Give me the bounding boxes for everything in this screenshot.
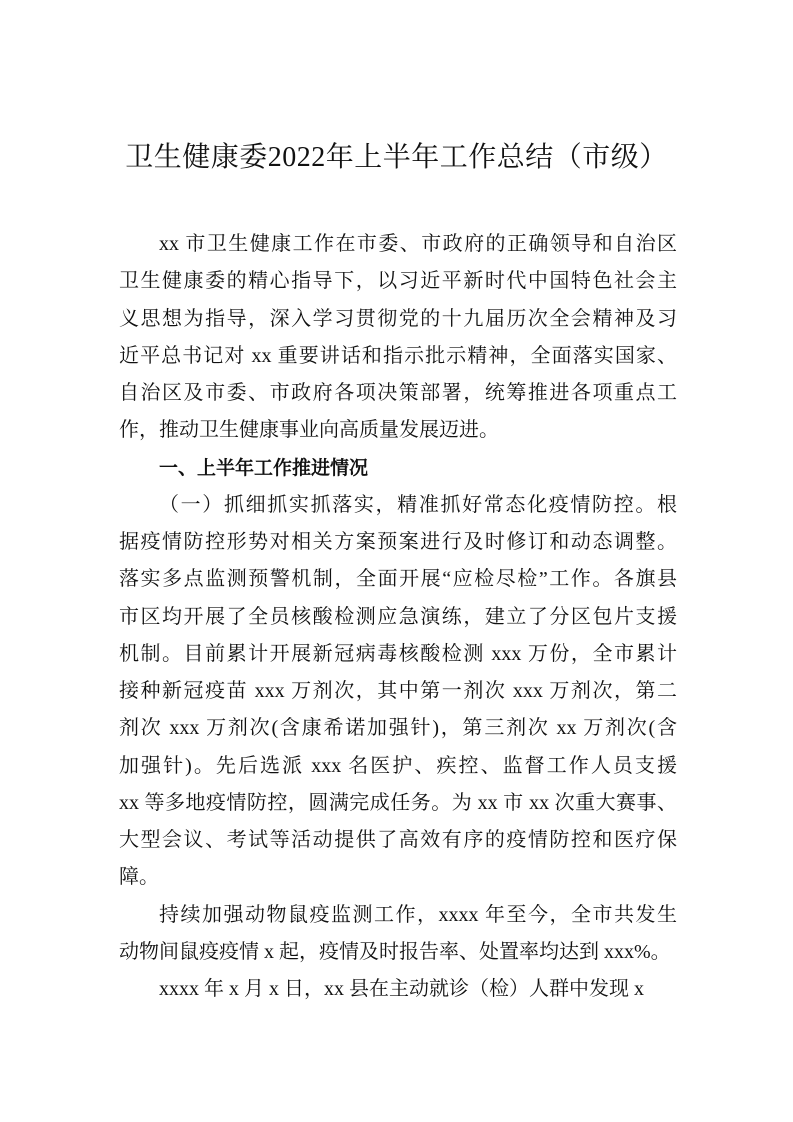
paragraph-line: 动物间鼠疫疫情 x 起，疫情及时报告率、处置率均达到 xxx%。 (119, 940, 671, 963)
paragraph-line: 据疫情防控形势对相关方案预案进行及时修订和动态调整。 (119, 531, 677, 553)
paragraph-line: 市区均开展了全员核酸检测应急演练，建立了分区包片支援 (119, 605, 677, 628)
paragraph-line: （一）抓细抓实抓落实，精准抓好常态化疫情防控。根 (159, 493, 677, 516)
paragraph-line: 接种新冠疫苗 xxx 万剂次，其中第一剂次 xxx 万剂次，第二 (119, 680, 677, 702)
paragraph-line: xxxx 年 x 月 x 日，xx 县在主动就诊（检）人群中发现 x (159, 978, 644, 1000)
document-title: 卫生健康委2022年上半年工作总结（市级） (125, 142, 668, 173)
paragraph-line: 自治区及市委、市政府各项决策部署，统筹推进各项重点工 (119, 382, 677, 404)
paragraph-line: 障。 (119, 866, 159, 889)
paragraph-line: xx 市卫生健康工作在市委、市政府的正确领导和自治区 (159, 233, 677, 255)
paragraph-line: 义思想为指导，深入学习贯彻党的十九届历次全会精神及习 (119, 307, 677, 330)
paragraph-line: xx 等多地疫情防控，圆满完成任务。为 xx 市 xx 次重大赛事、 (119, 791, 677, 814)
section-heading: 一、上半年工作推进情况 (159, 456, 369, 479)
paragraph-line: 卫生健康委的精心指导下，以习近平新时代中国特色社会主 (119, 270, 677, 293)
paragraph-line: 落实多点监测预警机制，全面开展“应检尽检”工作。各旗县 (119, 568, 677, 591)
paragraph-line: 持续加强动物鼠疫监测工作，xxxx 年至今，全市共发生 (159, 903, 677, 926)
paragraph-line: 作，推动卫生健康事业向高质量发展迈进。 (119, 419, 499, 442)
paragraph-line: 加强针)。先后选派 xxx 名医护、疾控、监督工作人员支援 (119, 754, 677, 777)
paragraph-line: 大型会议、考试等活动提供了高效有序的疫情防控和医疗保 (119, 829, 677, 851)
paragraph-line: 机制。目前累计开展新冠病毒核酸检测 xxx 万份，全市累计 (119, 642, 677, 665)
paragraph-line: 近平总书记对 xx 重要讲话和指示批示精神，全面落实国家、 (119, 344, 677, 367)
document-body (119, 226, 677, 1008)
paragraph-line: 剂次 xxx 万剂次(含康希诺加强针)，第三剂次 xx 万剂次(含 (119, 717, 677, 740)
